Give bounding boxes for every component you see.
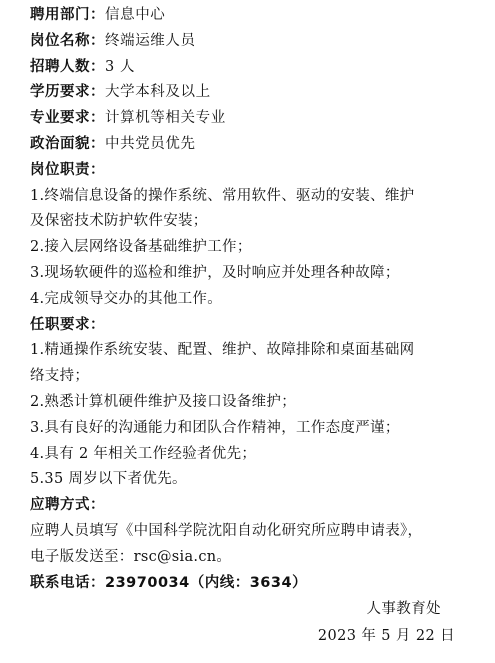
position-value: 终端运维人员 xyxy=(105,32,196,49)
education-value: 大学本科及以上 xyxy=(105,84,211,101)
contact-row xyxy=(30,571,480,597)
major-label: 专业要求： xyxy=(30,110,105,127)
contact-label: 联系电话： xyxy=(30,574,105,591)
requirement-line: 1.精通操作系统安装、配置、维护、故障排除和桌面基础网 xyxy=(30,342,415,359)
political-value: 中共党员优先 xyxy=(105,135,196,152)
headcount-row xyxy=(30,55,480,81)
job-posting xyxy=(30,3,480,596)
duty-line: 1.终端信息设备的操作系统、常用软件、驱动的安装、维护 xyxy=(30,187,415,204)
requirement-line: 络支持； xyxy=(30,368,90,385)
requirement-line: 4.具有 2 年相关工作经验者优先； xyxy=(30,445,257,462)
apply-heading: 应聘方式： xyxy=(30,497,105,514)
headcount-value: 3 人 xyxy=(105,58,136,75)
apply-line: 电子版发送至：rsc@sia.cn。 xyxy=(30,548,232,565)
duty-line: 2.接入层网络设备基础维护工作； xyxy=(30,239,252,256)
department-label: 聘用部门： xyxy=(30,7,105,23)
political-label: 政治面貌： xyxy=(30,135,105,152)
issuing-office: 人事教育处 xyxy=(366,601,441,617)
major-row xyxy=(30,106,480,132)
apply-line: 应聘人员填写《中国科学院沈阳自动化研究所应聘申请表》， xyxy=(30,522,423,539)
duty-line: 4.完成领导交办的其他工作。 xyxy=(30,290,223,307)
department-row xyxy=(30,3,480,29)
political-row xyxy=(30,132,480,158)
position-label: 岗位名称： xyxy=(30,32,105,49)
department-value: 信息中心 xyxy=(105,7,166,23)
contact-value: 23970034（内线：3634） xyxy=(105,574,308,591)
headcount-label: 招聘人数： xyxy=(30,58,105,75)
major-value: 计算机等相关专业 xyxy=(105,110,226,127)
requirement-line: 5.35 周岁以下者优先。 xyxy=(30,471,187,488)
issue-date: 2023 年 5 月 22 日 xyxy=(317,628,455,644)
requirement-line: 3.具有良好的沟通能力和团队合作精神，工作态度严谨； xyxy=(30,419,400,436)
duties-heading: 岗位职责： xyxy=(30,161,105,178)
education-row xyxy=(30,80,480,106)
education-label: 学历要求： xyxy=(30,84,105,101)
duty-line: 及保密技术防护软件安装； xyxy=(30,213,208,230)
duty-line: 3.现场软硬件的巡检和维护，及时响应并处理各种故障； xyxy=(30,264,400,281)
signature-block xyxy=(318,596,455,650)
position-row xyxy=(30,29,480,55)
requirements-heading: 任职要求： xyxy=(30,316,105,333)
requirement-line: 2.熟悉计算机硬件维护及接口设备维护； xyxy=(30,393,297,410)
